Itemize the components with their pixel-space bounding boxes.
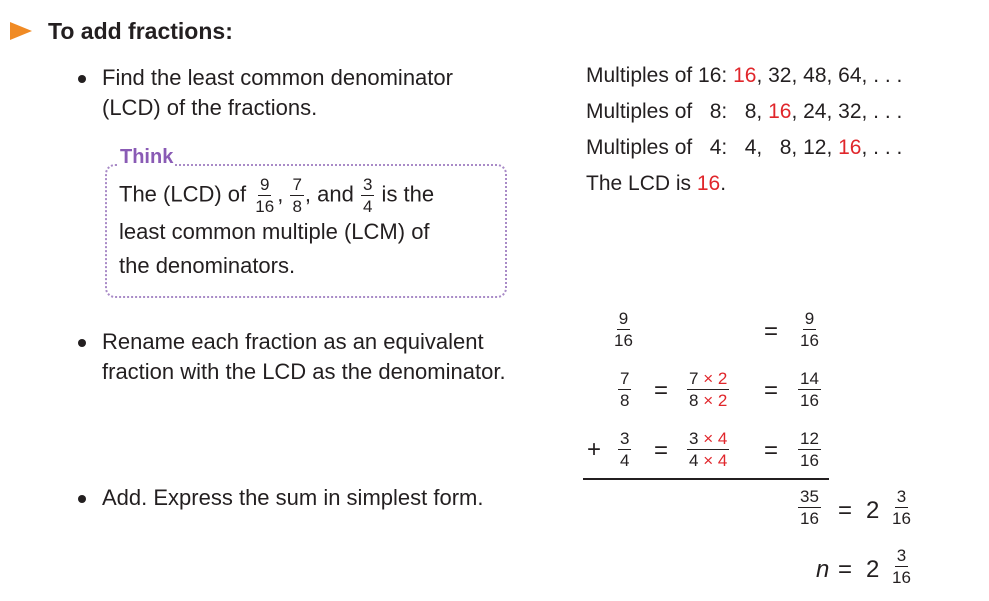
step-2-line-2: fraction with the LCD as the denominator.: [102, 359, 506, 384]
row1-result: $\frac{9}{16}$: [800, 309, 819, 350]
row3-multiplied: $\frac{3 \times 4}{4 \times 4}$: [689, 429, 728, 470]
sum-whole: 2: [866, 497, 880, 524]
row1-fraction: $\frac{9}{16}$: [614, 309, 633, 350]
lcd-statement: The LCD is 16.: [586, 172, 727, 195]
sum-mixed-fraction: $\frac{3}{16}$: [892, 487, 911, 528]
row2-fraction: $\frac{7}{8}$: [620, 369, 630, 410]
answer-variable: n: [816, 556, 830, 583]
fraction-3-4: $\frac{3}{4}$: [362, 175, 373, 216]
think-label: Think: [120, 146, 174, 168]
row2-result: $\frac{14}{16}$: [800, 369, 819, 410]
row3-fraction: $\frac{3}{4}$: [620, 429, 630, 470]
answer-fraction: $\frac{3}{16}$: [892, 546, 911, 587]
think-text: [119, 176, 499, 283]
bullet-dot-icon: [78, 339, 86, 347]
step-3: [102, 483, 483, 513]
heading: To add fractions:: [48, 18, 233, 44]
step-1: [102, 63, 453, 123]
step-1-line-1: Find the least common denominator: [102, 65, 453, 90]
think-line-2: least common multiple (LCM) of: [119, 219, 430, 244]
bullet-dot-icon: [78, 495, 86, 503]
multiples-4-row: Multiples of 4: 4, 8, 12, 16, . . .: [586, 136, 903, 159]
fraction-7-8: $\frac{7}{8}$: [292, 175, 302, 216]
sum-equals: =: [838, 497, 853, 524]
sum-line: [583, 478, 829, 480]
row2-multiplied: $\frac{7 \times 2}{8 \times 2}$: [689, 369, 728, 410]
answer-equals: =: [838, 556, 853, 583]
multiples-8-row: Multiples of 8: 8, 16, 24, 32, . . .: [586, 100, 903, 123]
row3-equals: =: [654, 437, 669, 464]
sum-fraction: $\frac{35}{16}$: [800, 487, 819, 528]
answer-whole: 2: [866, 556, 880, 583]
row2-equals-2: =: [764, 377, 779, 404]
row3-equals-2: =: [764, 437, 779, 464]
think-line-1: The (LCD) of $\frac{9}{16}$ , $\frac{7}{8}$ , and $\frac{3}{4}$ is the: [119, 175, 435, 216]
multiples-16-row: Multiples of 16: 16, 32, 48, 64, . . .: [586, 64, 903, 87]
row2-equals: =: [654, 377, 669, 404]
step-2: [102, 327, 506, 387]
multiples-list: [586, 58, 902, 202]
step-1-line-2: (LCD) of the fractions.: [102, 95, 318, 120]
think-line-3: the denominators.: [119, 253, 296, 278]
bullet-dot-icon: [78, 75, 86, 83]
plus-sign: +: [587, 436, 602, 463]
arrow-icon: [10, 22, 32, 40]
row1-equals: =: [764, 318, 779, 345]
fraction-9-16: $\frac{9}{16}$: [255, 175, 275, 216]
row3-result: $\frac{12}{16}$: [800, 429, 819, 470]
step-3-text: Add. Express the sum in simplest form.: [102, 485, 484, 510]
step-2-line-1: Rename each fraction as an equivalent: [102, 329, 484, 354]
